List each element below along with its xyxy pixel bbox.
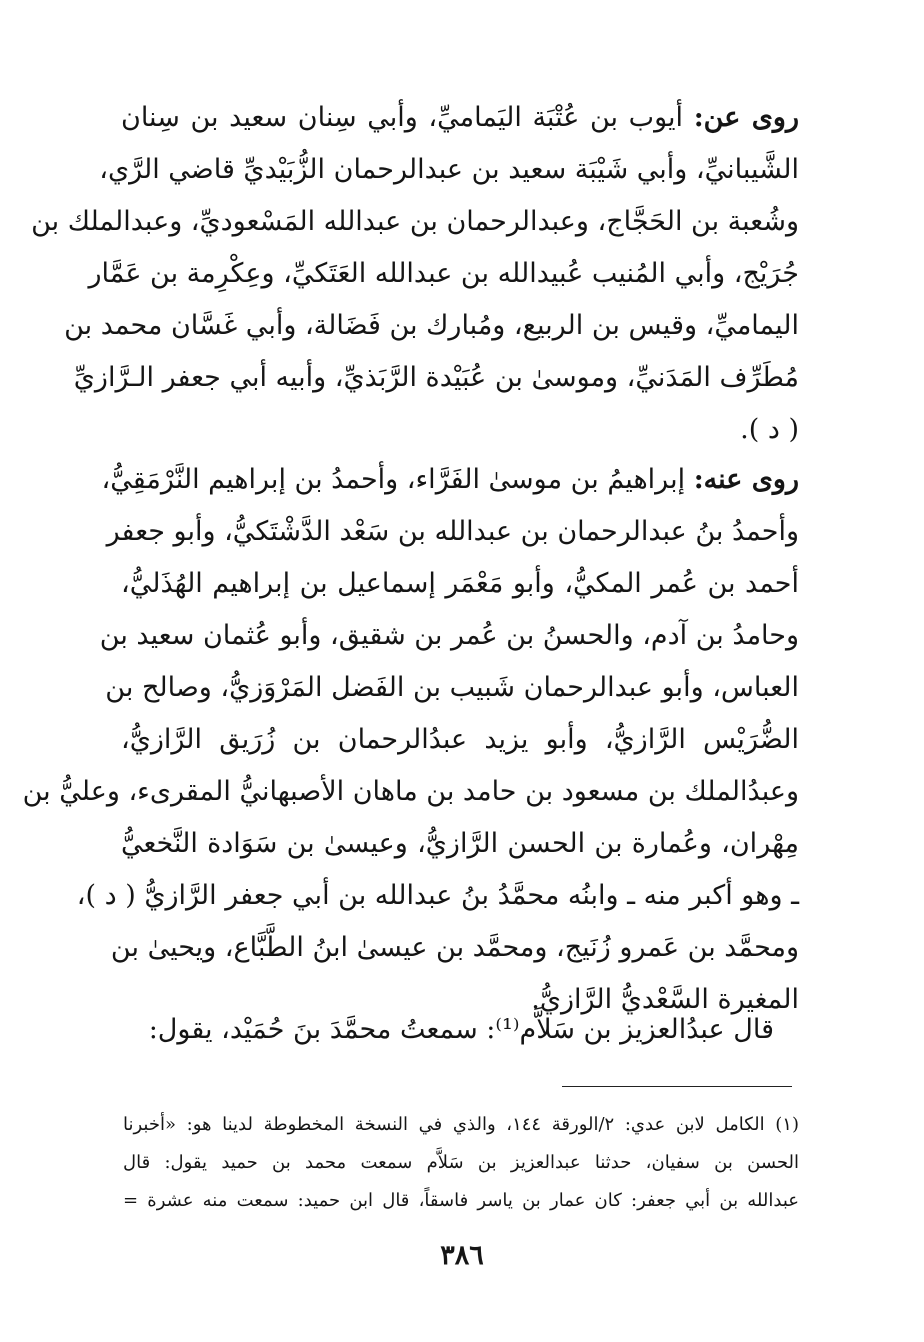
text-line: روى عنه: إبراهيمُ بن موسىٰ الفَرَّاء، وأحمدُ بن إبراهيم النَّرْمَقِيُّ، — [101, 464, 799, 495]
text-line: العباس، وأبو عبدالرحمان شَبيب بن الفَضل المَرْوَزيُّ، وصالح بن — [105, 672, 799, 703]
text-line: ( د ). — [740, 414, 799, 445]
paragraph-narrated-by — [22, 454, 799, 1026]
footnote-line: الحسن بن سفيان، حدثنا عبدالعزيز بن سَلاَّم سمعت محمد بن حميد يقول: قال — [123, 1152, 799, 1173]
paragraph-narrated-from — [31, 92, 799, 456]
text-line: وحامدُ بن آدم، والحسنُ بن عُمر بن شقيق، وأبو عُثمان سعيد بن — [99, 620, 799, 651]
text-line: جُرَيْج، وأبي المُنيب عُبيدالله بن عبدالله العَتَكيِّ، وعِكْرِمة بن عَمَّار — [88, 258, 799, 289]
text-line: المغيرة السَّعْديُّ الرَّازيُّ. — [531, 984, 799, 1015]
footnote-line: (١) الكامل لابن عدي: ٢/الورقة ١٤٤، والذي في النسخة المخطوطة لدينا هو: «أخبرنا — [123, 1114, 799, 1135]
footnote-line: عبدالله بن أبي جعفر: كان عمار بن ياسر فاسقاً، قال ابن حميد: سمعت منه عشرة = — [123, 1190, 799, 1211]
text-line: روى عن: أيوب بن عُتْبَة اليَماميِّ، وأبي سِنان سعيد بن سِنان — [121, 102, 799, 133]
text-line: ومحمَّد بن عَمرو زُنَيج، ومحمَّد بن عيسىٰ ابنُ الطَّبَّاع، ويحيىٰ بن — [110, 932, 799, 963]
text-line: وشُعبة بن الحَجَّاج، وعبدالرحمان بن عبدالله المَسْعوديِّ، وعبدالملك بن — [31, 206, 799, 237]
text-line: ـ وهو أكبر منه ـ وابنُه محمَّدُ بنُ عبدالله بن أبي جعفر الرَّازيُّ ( د )، — [76, 880, 799, 911]
text-line: وعبدُالملك بن مسعود بن حامد بن ماهان الأصبهانيُّ المقرىء، وعليُّ بن — [22, 776, 799, 807]
text-line: الشَّيبانيِّ، وأبي شَيْبَة سعيد بن عبدالرحمان الزُّبَيْديِّ قاضي الرَّي، — [99, 154, 799, 185]
text-line: قال عبدُالعزيز بن سَلاَّم⁽¹⁾: سمعتُ محمَّدَ بنَ حُمَيْد، يقول: — [148, 1014, 774, 1045]
page-number: ٣٨٦ — [440, 1240, 484, 1271]
text-line: الضُّرَيْس الرَّازيُّ، وأبو يزيد عبدُالرحمان بن زُرَيق الرَّازيُّ، — [121, 724, 799, 755]
paragraph-quote — [121, 1004, 774, 1056]
text-line: أحمد بن عُمر المكيُّ، وأبو مَعْمَر إسماعيل بن إبراهيم الهُذَليُّ، — [121, 568, 799, 599]
text-line: مُطَرِّف المَدَنيِّ، وموسىٰ بن عُبَيْدة الرَّبَذيِّ، وأبيه أبي جعفر الـرَّازيِّ — [73, 362, 799, 393]
section-lead: روى عنه: — [693, 464, 799, 495]
section-lead: روى عن: — [693, 102, 799, 133]
footnote-divider — [562, 1086, 792, 1087]
text-line: مِهْران، وعُمارة بن الحسن الرَّازيُّ، وعيسىٰ بن سَوَادة النَّخعيُّ — [121, 828, 799, 859]
text-line: اليماميِّ، وقيس بن الربيع، ومُبارك بن فَضَالة، وأبي غَسَّان محمد بن — [64, 310, 799, 341]
text-line: وأحمدُ بنُ عبدالرحمان بن عبدالله بن سَعْد الدَّشْتَكيُّ، وأبو جعفر — [106, 516, 799, 547]
footnote — [123, 1106, 799, 1220]
